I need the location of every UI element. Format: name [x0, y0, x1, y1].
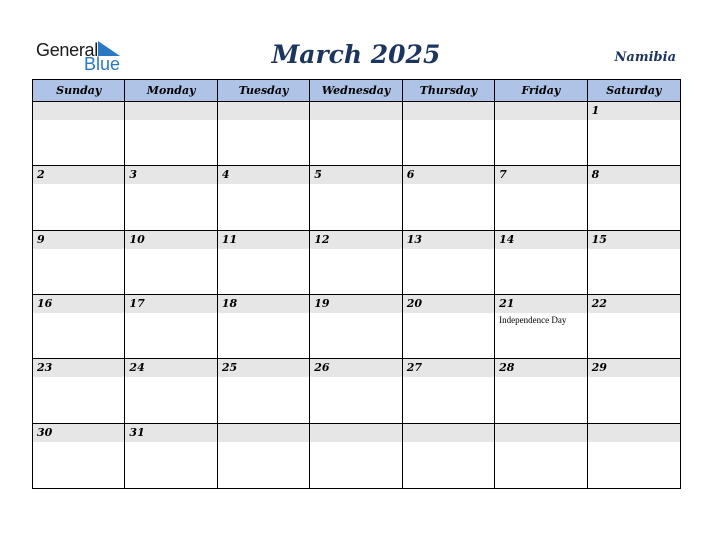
calendar-day-cell	[495, 359, 587, 423]
day-number-band	[588, 102, 680, 120]
day-number: 26	[314, 361, 330, 375]
calendar-day-cell	[218, 231, 310, 295]
calendar-day-cell	[218, 166, 310, 230]
day-number-band	[495, 166, 586, 184]
calendar-day-cell	[310, 359, 402, 423]
calendar-day-cell	[588, 231, 680, 295]
day-header-saturday: Saturday	[588, 80, 680, 102]
calendar-day-cell	[588, 166, 680, 230]
day-number-band	[218, 102, 309, 120]
day-number-band	[310, 166, 401, 184]
calendar-day-cell	[218, 295, 310, 359]
day-number: 28	[499, 361, 515, 375]
country-label: Namibia	[614, 50, 676, 65]
calendar-day-cell	[310, 424, 402, 488]
calendar-day-cell	[218, 359, 310, 423]
day-header-sunday: Sunday	[33, 80, 125, 102]
calendar-day-cell	[403, 424, 495, 488]
calendar-day-cell	[125, 424, 217, 488]
day-header-monday: Monday	[125, 80, 217, 102]
day-number: 15	[591, 232, 607, 246]
brand-name-blue: Blue	[84, 54, 121, 74]
calendar-day-cell	[33, 359, 125, 423]
day-number: 16	[37, 297, 53, 310]
calendar-day-cell	[33, 424, 125, 488]
day-number: 27	[406, 361, 423, 375]
calendar-day-cell	[403, 166, 495, 230]
day-number: 9	[37, 232, 45, 246]
day-number: 7	[499, 168, 507, 182]
day-number-band	[218, 166, 309, 184]
day-number: 11	[221, 232, 238, 246]
day-number: 22	[591, 297, 607, 310]
day-number-band	[495, 102, 586, 120]
day-number: 25	[221, 361, 238, 375]
calendar-day-cell	[310, 295, 402, 359]
calendar-day-cell	[218, 424, 310, 488]
calendar-day-cell	[588, 424, 680, 488]
day-number: 14	[499, 232, 515, 246]
calendar-day-cell	[495, 231, 587, 295]
calendar-day-cell	[125, 295, 217, 359]
day-number: 20	[406, 297, 423, 310]
day-number: 31	[129, 425, 145, 439]
day-number-band	[403, 424, 494, 442]
day-number-band	[403, 166, 494, 184]
day-number-band	[495, 424, 586, 442]
calendar-day-cell	[495, 102, 587, 166]
day-number: 8	[591, 168, 600, 182]
day-number: 29	[591, 361, 607, 375]
calendar-day-cell	[33, 231, 125, 295]
day-number: 10	[129, 232, 145, 246]
day-number: 1	[591, 104, 600, 117]
day-header-tuesday: Tuesday	[218, 80, 310, 102]
calendar-day-cell	[33, 295, 125, 359]
calendar-grid	[32, 79, 681, 489]
calendar-day-cell	[33, 166, 125, 230]
day-number: 13	[406, 232, 423, 246]
day-number-band	[403, 102, 494, 120]
day-number: 2	[37, 168, 45, 182]
page-title: March 2025	[271, 40, 441, 69]
calendar-day-cell	[310, 166, 402, 230]
day-number-band	[125, 166, 216, 184]
calendar-day-cell	[310, 102, 402, 166]
day-number: 3	[129, 168, 138, 182]
calendar-day-cell	[125, 231, 217, 295]
day-number: 18	[221, 297, 238, 310]
calendar-day-cell	[403, 231, 495, 295]
day-number-band	[33, 231, 124, 249]
calendar-day-cell	[588, 295, 680, 359]
calendar-day-cell	[125, 102, 217, 166]
day-number-band	[218, 424, 309, 442]
calendar-day-cell	[588, 359, 680, 423]
day-number: 21	[499, 297, 515, 310]
day-number: 19	[314, 297, 330, 310]
day-number-band	[33, 166, 124, 184]
day-number: 30	[37, 425, 53, 439]
day-number-band	[310, 424, 401, 442]
calendar-day-cell	[588, 102, 680, 166]
day-number: 5	[314, 168, 322, 182]
calendar-day-cell	[495, 295, 587, 359]
brand-name-general: General	[36, 40, 98, 60]
calendar-day-cell	[495, 424, 587, 488]
day-number: 12	[314, 232, 330, 246]
calendar-day-cell	[218, 102, 310, 166]
calendar-day-cell	[125, 359, 217, 423]
calendar-day-cell	[403, 295, 495, 359]
holiday-label: Independence Day	[499, 315, 567, 325]
day-header-thursday: Thursday	[403, 80, 495, 102]
calendar-day-cell	[125, 166, 217, 230]
day-number: 17	[129, 297, 145, 310]
calendar-day-cell	[403, 102, 495, 166]
day-number-band	[310, 102, 401, 120]
day-number-band	[125, 102, 216, 120]
day-number-band	[588, 424, 680, 442]
day-number: 4	[221, 168, 230, 182]
day-number-band	[33, 102, 124, 120]
calendar-day-cell	[495, 166, 587, 230]
calendar-day-cell	[403, 359, 495, 423]
day-number-band	[588, 166, 680, 184]
calendar-day-cell	[33, 102, 125, 166]
day-number: 23	[37, 361, 53, 375]
day-header-friday: Friday	[495, 80, 587, 102]
day-number: 6	[406, 168, 415, 182]
calendar-day-cell	[310, 231, 402, 295]
day-number: 24	[129, 361, 145, 375]
day-header-wednesday: Wednesday	[310, 80, 402, 102]
